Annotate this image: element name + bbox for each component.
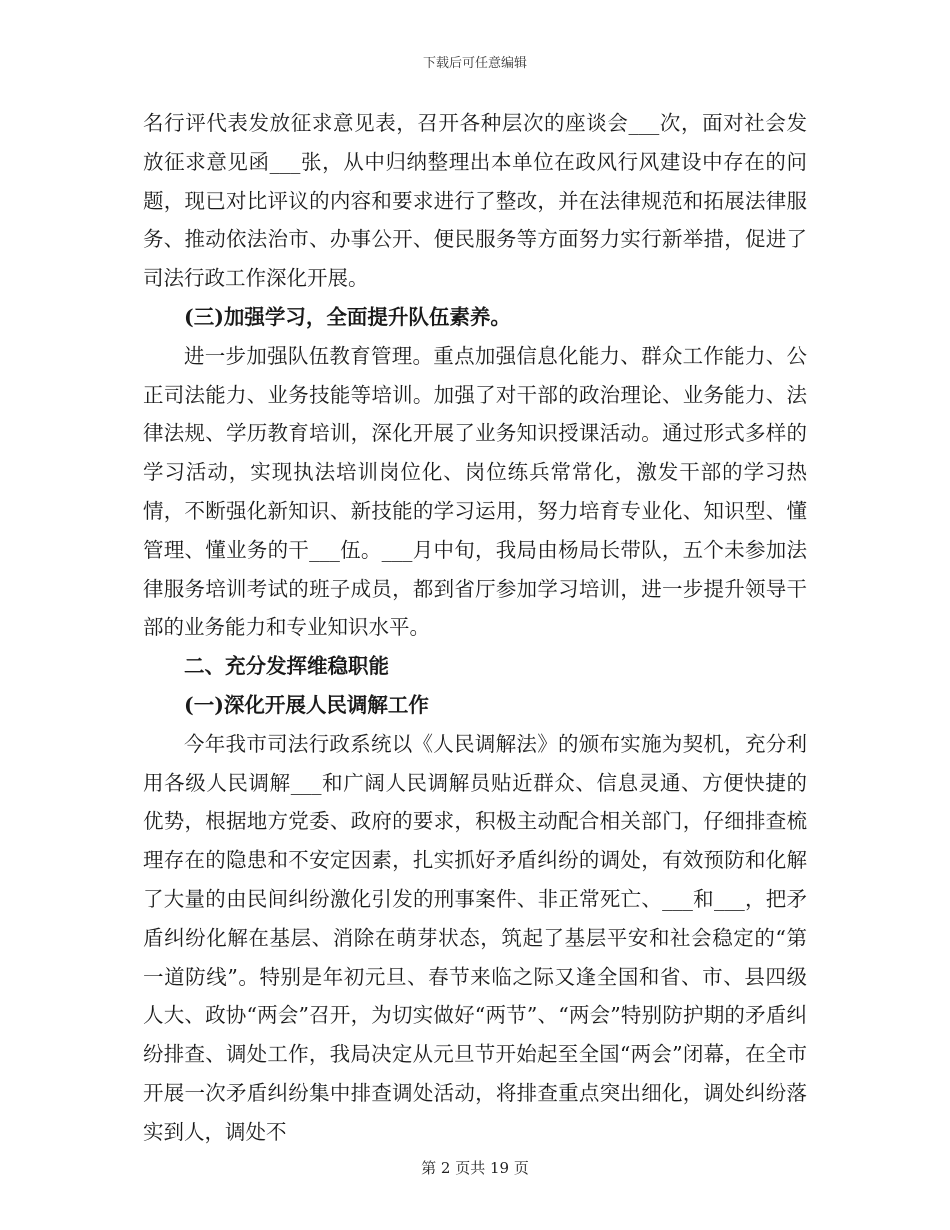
body-paragraph: 今年我市司法行政系统以《人民调解法》的颁布实施为契机，充分利用各级人民调解___和广阔人民调解员贴近群众、信息灵通、方便快捷的优势，根据地方党委、政府的要求，积极主动配合相关部门，仔细排查梳理存在的隐患和不安定因素，扎实抓好矛盾纠纷的调处，有效预防和化解了大量的由民间纠纷激化引发的刑事案件、非正常死亡、___和___，把矛盾纠纷化解在基层、消除在萌芽状态，筑起了基层平安和社会稳定的“第一道防线”。特别是年初元旦、春节来临之际又逢全国和省、市、县四级人大、政协“两会”召开，为切实做好“两节”、“两会”特别防护期的矛盾纠纷排查、调处工作，我局决定从元旦节开始起至全国“两会”闭幕，在全市开展一次矛盾纠纷集中排查调处活动，将排查重点突出细化，调处纠纷落实到人，调处不 <box>143 731 807 1144</box>
section-heading: (三)加强学习，全面提升队伍素养。 <box>184 304 511 329</box>
section-heading: 二、充分发挥维稳职能 <box>184 654 389 679</box>
body-paragraph: 进一步加强队伍教育管理。重点加强信息化能力、群众工作能力、公正司法能力、业务技能等培训。加强了对干部的政治理论、业务能力、法律法规、学历教育培训，深化开展了业务知识授课活动。通过形式多样的学习活动，实现执法培训岗位化、岗位练兵常常化，激发干部的学习热情，不断强化新知识、新技能的学习运用，努力培育专业化、知识型、懂管理、懂业务的干___伍。___月中旬，我局由杨局长带队，五个未参加法律服务培训考试的班子成员，都到省厅参加学习培训，进一步提升领导干部的业务能力和专业知识水平。 <box>143 343 807 640</box>
section-heading: (一)深化开展人民调解工作 <box>184 692 429 717</box>
document-body <box>143 104 807 1152</box>
page-header: 下载后可任意编辑 <box>422 56 527 71</box>
page-footer: 第 2 页共 19 页 <box>421 1159 529 1177</box>
body-paragraph: 名行评代表发放征求意见表，召开各种层次的座谈会___次，面对社会发放征求意见函___张，从中归纳整理出本单位在政风行风建设中存在的问题，现已对比评议的内容和要求进行了整改，并在法律规范和拓展法律服务、推动依法治市、办事公开、便民服务等方面努力实行新举措，促进了司法行政工作深化开展。 <box>143 111 807 291</box>
